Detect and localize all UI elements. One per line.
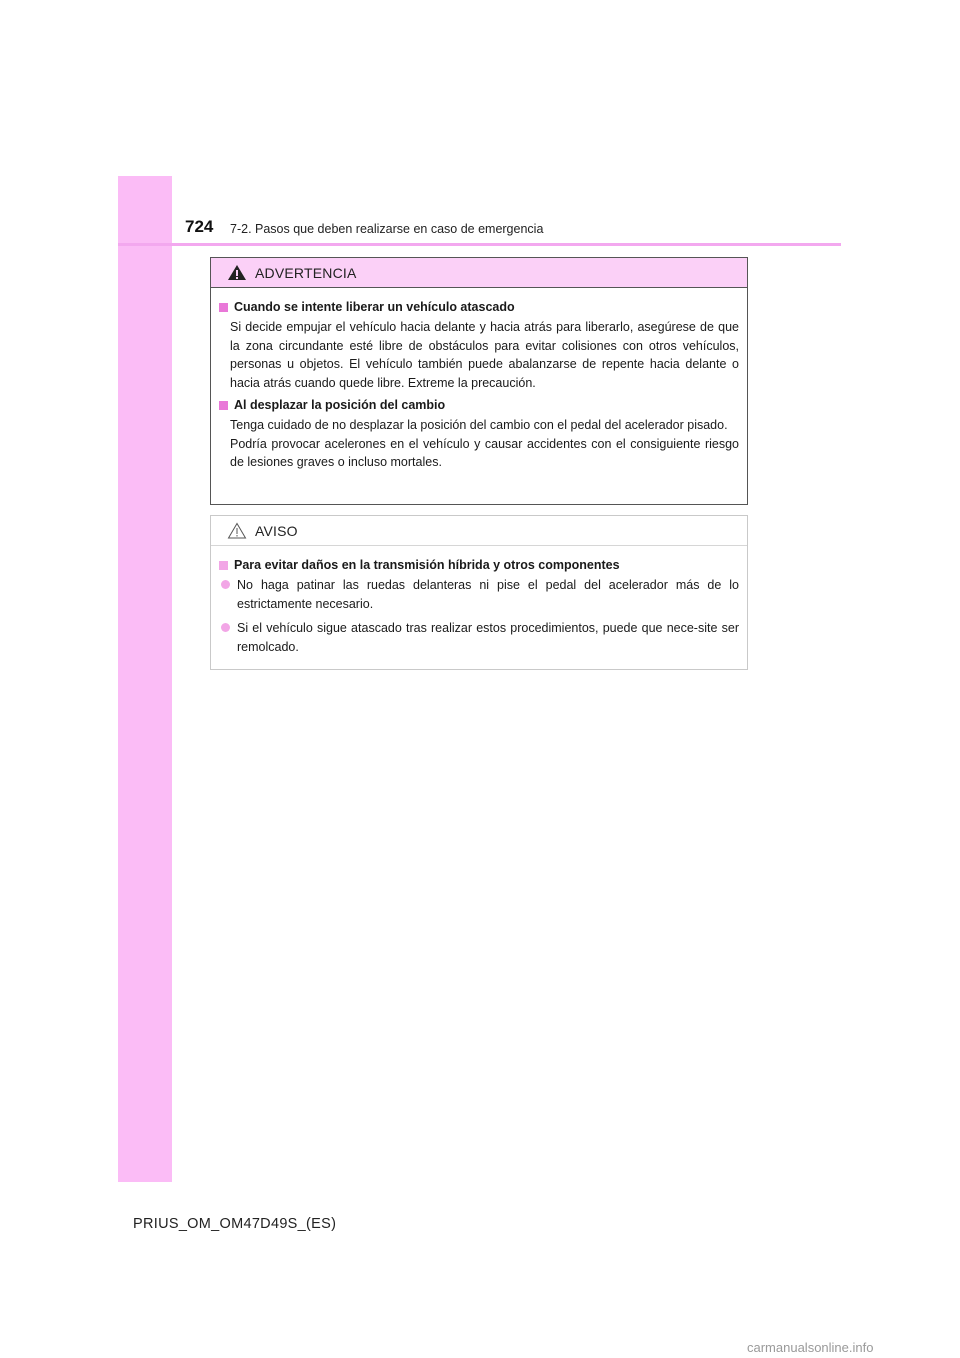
document-code: PRIUS_OM_OM47D49S_(ES) [133,1216,337,1232]
notice-box-header [211,516,747,546]
page-number: 724 [185,217,214,236]
notice-bullet-item [221,619,739,656]
circle-bullet-icon [221,580,230,589]
notice-box [210,515,748,670]
warning-box-title: ADVERTENCIA [255,264,357,281]
notice-bullet-item [221,576,739,613]
warning-box-header [211,258,747,288]
warning-item-text: Si decide empujar el vehículo hacia delante y hacia atrás para liberarlo, asegúrese de que la zona circundante esté libre de obstáculos para evitar colisiones con otros vehículos, personas u objetos. El vehículo también puede abalanzarse de repente hacia delante o hacia atrás cuando quede libre. Extreme la precaución. [230,320,739,390]
warning-box-body [211,288,747,472]
warning-item-text: Tenga cuidado de no desplazar la posición del cambio con el pedal del acelerador pisado. [230,418,728,432]
side-tab-band [118,176,172,1182]
notice-heading-text: Para evitar daños en la transmisión híbrida y otros componentes [234,558,620,572]
notice-box-title: AVISO [255,522,298,539]
notice-bullet-text: No haga patinar las ruedas delanteras ni pise el pedal del acelerador más de lo estrictamente necesario. [237,578,739,611]
watermark: carmanualsonline.info [747,1340,874,1355]
warning-item-heading [219,398,739,412]
caution-triangle-outline-icon [227,522,247,539]
notice-heading [219,558,739,572]
header-divider [118,243,841,246]
section-title: 7-2. Pasos que deben realizarse en caso de emergencia [230,222,544,236]
notice-bullet-text: Si el vehículo sigue atascado tras realizar estos procedimientos, puede que nece-site ser remolcado. [237,621,739,654]
notice-box-body [211,546,747,656]
warning-item-text: Podría provocar acelerones en el vehículo y causar accidentes con el consiguiente riesgo de lesiones graves o incluso mortales. [230,436,739,469]
warning-item-heading-text: Cuando se intente liberar un vehículo atascado [234,300,515,314]
warning-box [210,257,748,505]
square-bullet-icon [219,561,228,570]
circle-bullet-icon [221,623,230,632]
square-bullet-icon [219,401,228,410]
warning-item-heading-text: Al desplazar la posición del cambio [234,398,446,412]
square-bullet-icon [219,303,228,312]
warning-item-heading [219,300,739,314]
warning-triangle-icon [227,264,247,281]
